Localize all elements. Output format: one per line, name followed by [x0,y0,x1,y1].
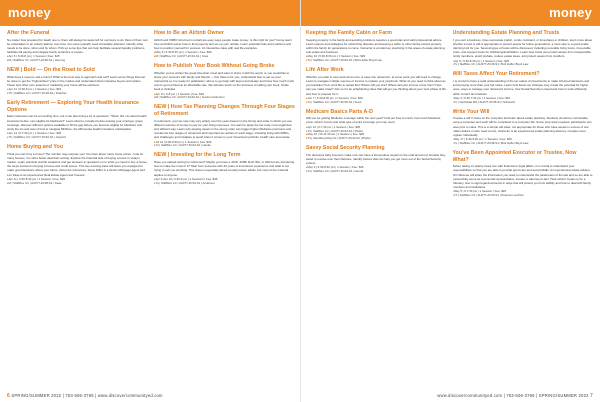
course-schedule: ▸ Tu | StaffDev Ctr | AU077-ZC43-S1 | Herold [306,170,447,174]
column [453,30,594,390]
course-title: Savvy Social Security Planning [306,145,385,152]
course-schedule: ▸ Th | StaffDev Ctr | AU077-ZC32-S1 | Gaylord [7,136,148,140]
course-schedule: ▸ May 3 | 6:30-7:30 pm | 1 Session | Fee: $19 [453,97,594,101]
course-schedule: ▸ Apr 14 | 6-7:30 pm | 1 Session | Fee: $29 [7,132,148,136]
course-schedule: ▸ Tu | StaffDev Ctr | AU077-ZC33-S1 | Anderson [154,182,295,186]
section-title: money [8,5,51,20]
course-title: Write Your Will [452,108,490,115]
course-schedule: ▸ Tu | Sandburg Rdg Ctr | AU077-ZC34-S2 | Pfeifer [306,137,447,141]
course-title: NEW | How Tax Planning Changes Through Four Stages of Retirement [154,104,295,118]
page-number: 7 [590,393,593,399]
course-schedule: ▸ Apr 11 | 6:30-8:30 pm | 1 Session | Fee: $29 [7,178,148,182]
course-description: It is crucial to have a solid understanding of the tax status of investments to make informed decisions and avoid paying more than your fair share. Learn how future tax changes may create the potential for higher taxes, ways to manage your retirement income, how Social Security is taxed and how to work efficiently within current tax brackets. [452,79,590,96]
course-entry [306,145,447,174]
course-entry [453,71,594,104]
course-entry [453,30,594,67]
course-schedule: ▸ Apr 12 | 6-7:30 pm | 1 Session | Fee: $25 [306,126,447,130]
course-schedule: ▸ Tu | StaffDev Ctr | AU077-ZC34-S1 | Hecke [154,144,295,148]
course-schedule: ▸ Th | StaffDev Ctr | AU077-ZC26-S1 | Dreblow [7,92,148,96]
page-footer-left [7,393,163,399]
course-schedule: ▸ Apr 6-Apr 19 | 6:30-8 pm | 2 Sessions | Fee: $35 [154,178,295,182]
course-title: Home Buying and You [7,144,64,151]
course-description: Have you started saving for retirement? Maybe you have a 401K, 403B, Roth IRA, or IRA but are wondering how to make the most of it? Hear from someone with 40 years of investment experience and what is not trying to sell you anything. This class is especially aimed at early-career adults, but most of the material applies to anyone. [154,160,295,177]
course-description: Airbnb and VRBO (short-term rental) are easy ways people make money. Is this right for you? Come learn how an Airbnb owner how to find property and set up your rentals. Learn potential risks and problems and how to position yourself for success. An interactive class with real life examples. [154,37,292,50]
course-schedule: ▸ M | StaffDev Ctr | AU077-ZC42-S1 | Gordon Anderson [154,96,295,100]
course-schedule: ▸ Apr 5 | 6:30-8:30 pm | 1 Session | Fee: $29 [453,60,594,64]
course-entry [7,30,148,63]
footer-text: SPRING/SUMMER 2022 | 763-506-3766 | www.discovercommunityed.com [11,393,163,398]
course-title: NEW | Investing for the Long Term [154,152,241,159]
course-description: Will you be getting Medicare coverage within the next year? Find out how to enroll, how much Medicare costs, what it covers and what type of extra coverage you may need. [306,116,441,125]
course-schedule: ▸ Apr 6 | 6:30-8 pm | 1 Session | Fee: $25 [7,55,148,59]
course-description: What does it mean to sell a home? What is the best way to approach and sell? Learn some things that can be done to get the "highest/best" price in the market and understand what motivates buyers and sellers. These and other core aspects of marketing your home will be explored. [7,74,146,88]
course-title: How to Publish Your Book Without Going Broke [154,63,275,70]
course-title: Keeping the Family Cabin or Farm [306,30,392,36]
course-entry [154,104,295,148]
course-entry [154,152,295,185]
course-schedule: ▸ M | StaffDev Ctr | AU077-ZC31-S1 | Koss [154,55,295,59]
course-entry [154,63,295,100]
course-entry [306,30,447,63]
course-schedule: ▸ Jun 7 | 6:30-8:30 pm | 1 Session | Fee: $29 [306,97,447,101]
course-title: NEW | Bold — On the Road to Sold [7,67,95,74]
course-title: Understanding Estate Planning and Trusts [452,30,560,36]
course-entry [306,67,447,104]
course-entry [7,144,148,186]
footer-text: www.discovercommunityed.com | 763-506-3766 | SPRING/SUMMER 2022 [437,393,589,398]
course-description: Early retirement can be an exciting time, but it can also bring a lot of questions. "When did I do about health insurance before I am eligible for Medicare?" Learn what to consider before leaving your employer group coverage, discover different options available to fill the gap before you become eligible for Medicare and study the ins and outs of how to navigate MNSure, the Minnesota health insurance marketplace. [7,114,147,131]
column [154,30,295,390]
course-description: In retirement, your tax rate may vary widely over the years based on the timing and order in which you use different sources of money to pay for your living expenses. You want to apply the tax code most organized and efficient way. Learn why tapping assets in the wrong order can trigger higher Medicare premiums and reveals the four stages of retirement and important tax actions in each stage, including living with RMDs, and challenges and mistakes to avoid when it comes to your investment portfolio, health care and estate. [154,118,292,140]
course-schedule: ▸ May 3 | 6:30-8:30 pm | 1 Session | Fee: $25 [306,166,447,170]
course-schedule: ▸ Jul 12 | 6:30-8:30 pm | 1 Session | Fee: $29 [154,141,295,145]
course-title: Life After Work [306,67,344,74]
section-banner-right [300,0,600,26]
course-schedule: ▸ Th | StaffDev Ctr | AU077-ZC33-S1 | Peterson-Luchsin [453,194,594,198]
course-schedule: ▸ Tu | StaffDev Ctr | AU077-ZC38-S1 | Bolt Hoffer Boyd Law [453,142,594,146]
course-schedule: ▸ Apr 11 | 6-8 pm | 1 Session | Fee: $29 [154,93,295,97]
course-schedule: ▸ M | StaffDev Ctr | AU077-ZC28-S1 | Kaas [7,182,148,186]
course-entry [453,109,594,146]
course-title: Early Retirement — Exploring Your Health Insurance Options [7,100,139,113]
course-schedule: ▸ May 5 | 6-7:30 pm | 1 Session | Fee: $29 [453,190,594,194]
course-schedule: ▸ May 17 | 6:30-9:30 pm | 1 Session | Fee: $49 [453,138,594,142]
course-schedule: ▸ May 9 | 6:30-8:30 pm | 1 Session | Fee: $29 [154,51,295,55]
course-schedule: ▸ May 10 | 10-11:30 am | 1 Session | Fee: $25 [306,133,447,137]
course-schedule: ▸ May 10 | 6:30-8:30 pm | 1 Session | Fee: $29 [306,55,447,59]
course-schedule: ▸ Tu | StaffDev Ctr | AU077-ZC34-S1 | Pfeifer [306,130,447,134]
page-footer-right [437,393,593,399]
course-schedule: ▸ Tu | StaffDev Ctr | AU077-ZC39-S1 | Bolt Hoffer Boyd Law [453,63,594,67]
section-banner-left [0,0,300,26]
course-schedule: ▸ M | StaffDev Ctr | AU077-ZC30-S1 | Horning [7,59,148,63]
course-schedule: ▸ Apr 21 | 6:30-8 pm | 1 Session | Fee: $19 [7,88,148,92]
course-description: If you own a business, have real estate (cabin, condo, farmland, or timeshare) or children, learn more about whether a trust or will is appropriate to protect assets for future generations, a must step to a good estate planning tool for you. Several types of trusts will be discussed, including revocable living trusts, irrevocable trusts, and support trusts for children/grandchildren. Learn how trusts can protect assets from irresponsible family members, avoid probate, reduce estate taxes, and protect assets from creditors. [452,37,593,59]
course-title: You've Been Appointed Executor or Trustee, Now What? [452,149,577,163]
right-page [300,0,600,402]
course-description: Whether you've written the great American novel and want to share it with the world, or you would like to share your memoirs with family and friends — this class is for you. Understand how to set up your manuscript so it is ready for publication; where to get help with layout and design and know how much it will cost to get it printed at an affordable rate. We will also touch on the business of selling your book. Guide book is included. [154,70,294,92]
right-columns [306,30,593,390]
left-columns [7,30,295,390]
course-schedule: ▸ Tu | Northdale MS | AU077-ZC35-S1 | Schwartz [453,101,594,105]
course-description: The decisions baby boomers make now can have a tremendous impact on the total amount of benefits they stand to receive over their lifetimes. Identify factors that can help you get more out of the Social Security system. [306,152,446,166]
course-entry [453,150,594,198]
section-title: money [549,5,592,20]
course-schedule: ▸ Tu | StaffDev Ctr | AU077-ZC40-S1 | Bolt Hoffer Boyd Law [306,59,447,63]
course-entry [7,67,148,96]
course-description: No matter how prepared for death one is, there will always be tasks left for survivors to do. Most of them can be undertaken in an orderly fashion over time, but some typically need immediate attention. Identify what needs to be done, when and by whom. Pick up some tips that can help facilitate several liquidity problems, facilitate bill paying and mitigate family dynamics or issues. [7,37,148,55]
column [306,30,447,390]
page-number: 6 [7,393,10,399]
course-description: Before taking on elderly loved one with financial or legal affairs, it is crucial to understand your responsibilities so that you are able to provide good care and avoid pitfalls. An experienced estate advisor, Ann Wescoe will share the information you need to understand the parameters of the law and so are able to successfully serve as a personal representative, trustee or attorney-in-fact. Hear what it means to be a fiduciary, how to sign legal documents in ways that will protect you from liability and how to deal with family members and institutions. [452,164,593,190]
course-title: Will Taxes Affect Your Retirement? [452,71,540,78]
course-entry [154,30,295,59]
course-description: Keeping property in the family and avoiding problems requires a good plan and solid professional advice. Learn options and strategies for minimizing disputes and keeping a cabin or other family-owned property within the family for generations to come. Instructor is an attorney practicing in the areas of estate planning, real estate and business. [306,37,446,55]
course-title: After the Funeral [7,30,50,36]
course-title: How to Be an Airbnb Owner [154,30,224,36]
course-title: Medicare Basics Parts A-D [306,108,373,115]
course-entry [7,100,148,140]
course-description: Think you can't buy a home? The number may surprise you! You have about many home prices - look for many houses, it is still a better deal than renting. Explore the financial side of buying a home in today's market. Learn practical real life situations and get answers to questions on to what you need to buy a house, the steps involved in buying a house and credit issues. This two evening class will leave you equipped to make good decisions about your future. About the instructors: Steve Differ is a Senior Mortgage Agent and Lori Kaas is an experienced Real Estate Agent and Investor. [7,151,148,177]
course-description: Prepare a will in class on the computer and learn about estate planning. Students should be comfortable using a computer and each will be completed in a computer lab. Some prep work required; participants can save prior to class. This is a simple will class, not appropriate for those who have assets in excess of one million dollars or who need a trust. Instructor is an experienced estate planning attorney. Couples must register individually. [452,116,592,137]
course-schedule: ▸ Tu | StaffDev Ctr | AU077-ZC45-S1 | Doss [306,101,447,105]
course-entry [306,109,447,142]
column [7,30,148,390]
course-description: Whether you plan to stop work all at once or ease into retirement, at some point you will need to change. Learn to navigate multiple sources of income to replace your paycheck. What do you need to think about as you transition from work life to retired life? Where will you live? Where will your income come from? How can you make it last? Join us for an enlightening class that will get you thinking about your next phase of life and how to prepare for it. [306,74,446,96]
